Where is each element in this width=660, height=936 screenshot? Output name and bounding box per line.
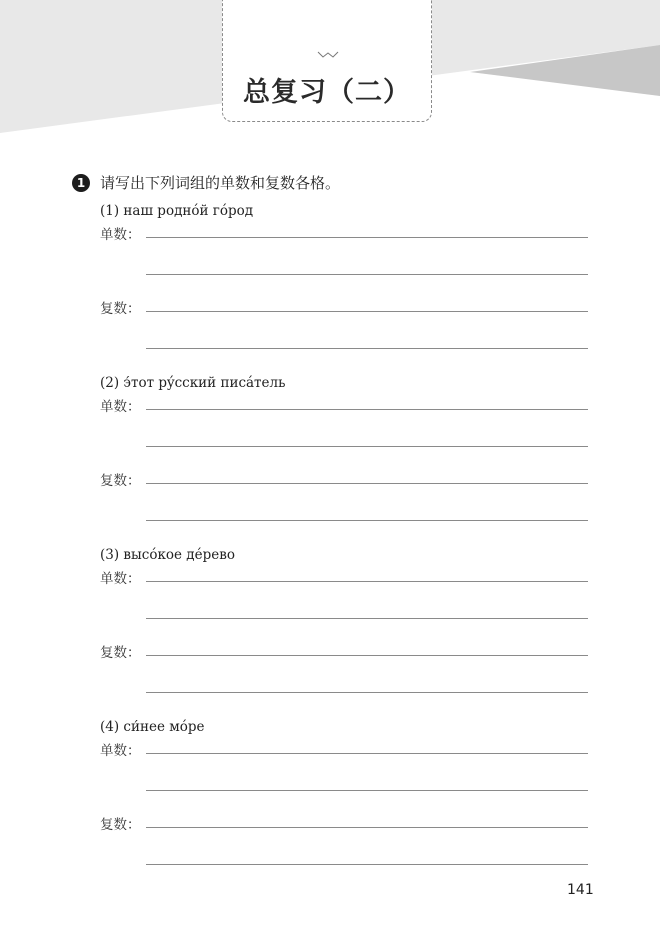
answer-line[interactable] [146, 483, 588, 484]
answer-line[interactable] [146, 753, 588, 754]
exercise-item [100, 719, 588, 887]
answer-line[interactable] [146, 274, 588, 275]
answer-line[interactable] [146, 520, 588, 521]
plural-answer-row-2 [100, 506, 588, 543]
answer-line[interactable] [146, 446, 588, 447]
question-heading [72, 172, 340, 193]
plural-answer-row [100, 297, 588, 334]
singular-label: 单数： [100, 399, 141, 415]
plural-label: 复数： [100, 473, 141, 489]
answer-line[interactable] [146, 237, 588, 238]
singular-answer-row [100, 395, 588, 432]
answer-line[interactable] [146, 348, 588, 349]
singular-answer-row [100, 739, 588, 776]
plural-label: 复数： [100, 301, 141, 317]
exercise-item [100, 203, 588, 371]
answer-line[interactable] [146, 618, 588, 619]
answer-line[interactable] [146, 790, 588, 791]
phrase-text: (4) си́нее мóре [100, 719, 205, 735]
answer-line[interactable] [146, 311, 588, 312]
singular-answer-row-2 [100, 776, 588, 813]
singular-label: 单数： [100, 743, 141, 759]
exercise-item [100, 547, 588, 715]
answer-line[interactable] [146, 827, 588, 828]
plural-answer-row [100, 469, 588, 506]
phrase-text: (2) э́тот рýсский писáтель [100, 375, 286, 391]
answer-line[interactable] [146, 864, 588, 865]
singular-answer-row [100, 223, 588, 260]
singular-answer-row-2 [100, 432, 588, 469]
answer-line[interactable] [146, 692, 588, 693]
phrase-text: (3) высóкое дéрево [100, 547, 235, 563]
plural-label: 复数： [100, 817, 141, 833]
plural-answer-row-2 [100, 850, 588, 887]
plural-answer-row-2 [100, 678, 588, 715]
phrase-text: (1) наш роднóй гóрод [100, 203, 254, 219]
singular-answer-row-2 [100, 260, 588, 297]
title-ornament-icon [317, 50, 339, 60]
singular-label: 单数： [100, 227, 141, 243]
page-title: 总复习（二） [243, 77, 411, 108]
answer-line[interactable] [146, 581, 588, 582]
plural-answer-row [100, 641, 588, 678]
answer-line[interactable] [146, 409, 588, 410]
plural-answer-row [100, 813, 588, 850]
title-card [222, 0, 432, 122]
question-number-badge: 1 [72, 174, 90, 192]
plural-answer-row-2 [100, 334, 588, 371]
question-prompt: 请写出下列词组的单数和复数各格。 [100, 174, 341, 192]
singular-label: 单数： [100, 571, 141, 587]
singular-answer-row [100, 567, 588, 604]
page-number: 141 [567, 882, 594, 898]
plural-label: 复数： [100, 645, 141, 661]
answer-line[interactable] [146, 655, 588, 656]
singular-answer-row-2 [100, 604, 588, 641]
exercise-item [100, 375, 588, 543]
